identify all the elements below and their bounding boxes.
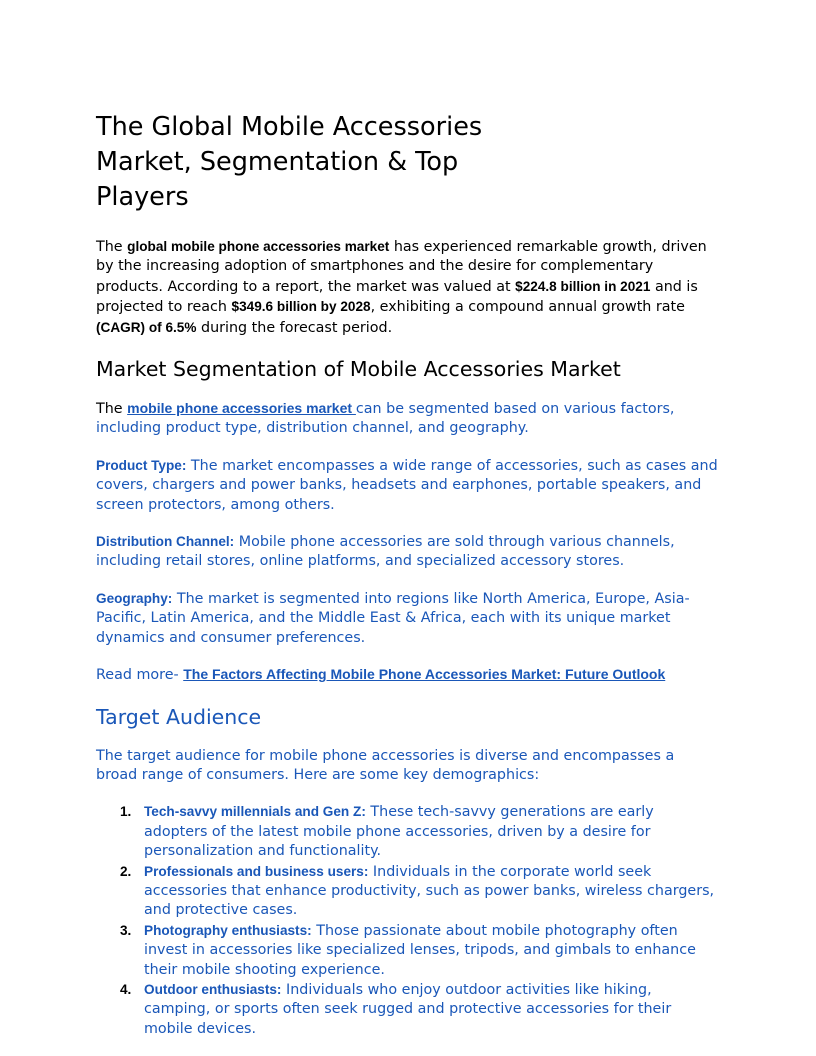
audience-list: [96, 802, 718, 1039]
audience-lead: The target audience for mobile phone accessories is diverse and encompasses a broad range of consumers. Here are some key demographics:: [96, 747, 675, 783]
intro-text-3: and is projected to reach: [96, 278, 698, 316]
list-item-text: Those passionate about mobile photography often invest in accessories like specialized lenses, tripods, and gimbals to enhance their mobile shooting experience.: [144, 922, 696, 978]
list-item: [96, 802, 718, 861]
segment-label: Geography:: [96, 590, 173, 606]
list-item-text: Individuals in the corporate world seek accessories that enhance productivity, such as power banks, wireless chargers, and protective cases.: [144, 863, 715, 919]
segmentation-heading: Market Segmentation of Mobile Accessories Market: [96, 357, 621, 382]
list-item-text: These tech-savvy generations are early adopters of the latest mobile phone accessories, driven by a desire for personalization and functionality.: [144, 804, 654, 860]
document-page: [96, 110, 718, 1039]
list-item-label: Professionals and business users:: [144, 863, 369, 879]
read-more-link[interactable]: The Factors Affecting Mobile Phone Accessories Market: Future Outlook: [183, 666, 666, 683]
page-title: The Global Mobile Accessories Market, Segmentation & Top Players: [96, 112, 483, 212]
list-item-label: Outdoor enthusiasts:: [144, 981, 282, 997]
list-number: 3.: [120, 922, 132, 938]
target-audience-heading: Target Audience: [96, 704, 262, 729]
intro-bold-4: (CAGR) of 6.5%: [96, 319, 197, 335]
segment-label: Distribution Channel:: [96, 534, 235, 550]
intro-text-4: , exhibiting a compound annual growth rate: [370, 299, 685, 316]
list-item: [96, 980, 718, 1039]
intro-text-2: has experienced remarkable growth, driven by the increasing adoption of smartphones and the desire for complementary products. According to a report, the market was valued at: [96, 239, 707, 295]
intro-paragraph: [96, 237, 718, 338]
segment-text: The market encompasses a wide range of accessories, such as cases and covers, chargers and power banks, headsets and earphones, portable speakers, and screen protectors, among others.: [96, 457, 718, 513]
intro-text-5: during the forecast period.: [196, 319, 393, 336]
list-item-label: Tech-savvy millennials and Gen Z:: [144, 804, 366, 820]
list-item: [96, 921, 718, 980]
intro-bold-1: global mobile phone accessories market: [127, 239, 390, 254]
intro-text-1: The: [96, 239, 128, 255]
list-number: 2.: [120, 863, 132, 879]
segmentation-lead-rest: can be segmented based on various factors, including product type, distribution channel, and geography.: [96, 401, 675, 437]
segment-product-type: [96, 456, 718, 515]
list-number: 4.: [120, 981, 132, 997]
segment-label: Product Type:: [96, 457, 187, 473]
segment-distribution-channel: [96, 532, 718, 572]
list-item-label: Photography enthusiasts:: [144, 922, 312, 938]
segmentation-lead-prefix: The: [96, 401, 128, 418]
segmentation-lead: [96, 399, 718, 439]
mobile-accessories-market-link[interactable]: mobile phone accessories market: [127, 400, 356, 417]
segment-geography: [96, 589, 718, 648]
segment-text: The market is segmented into regions like North America, Europe, Asia-Pacific, Latin America, and the Middle East & Africa, each with its unique market dynamics and consumer preferences.: [96, 590, 690, 646]
list-item-text: Individuals who enjoy outdoor activities like hiking, camping, or sports often seek rugged and protective accessories for their mobile devices.: [144, 981, 672, 1037]
list-item: [96, 862, 718, 921]
segment-text: Mobile phone accessories are sold through various channels, including retail stores, online platforms, and specialized accessory stores.: [96, 534, 675, 570]
intro-bold-3: $349.6 billion by 2028: [231, 299, 371, 315]
list-number: 1.: [120, 804, 132, 820]
read-more-line: [96, 665, 718, 685]
read-more-prefix: Read more-: [96, 667, 184, 684]
intro-bold-2: $224.8 billion in 2021: [515, 278, 651, 294]
